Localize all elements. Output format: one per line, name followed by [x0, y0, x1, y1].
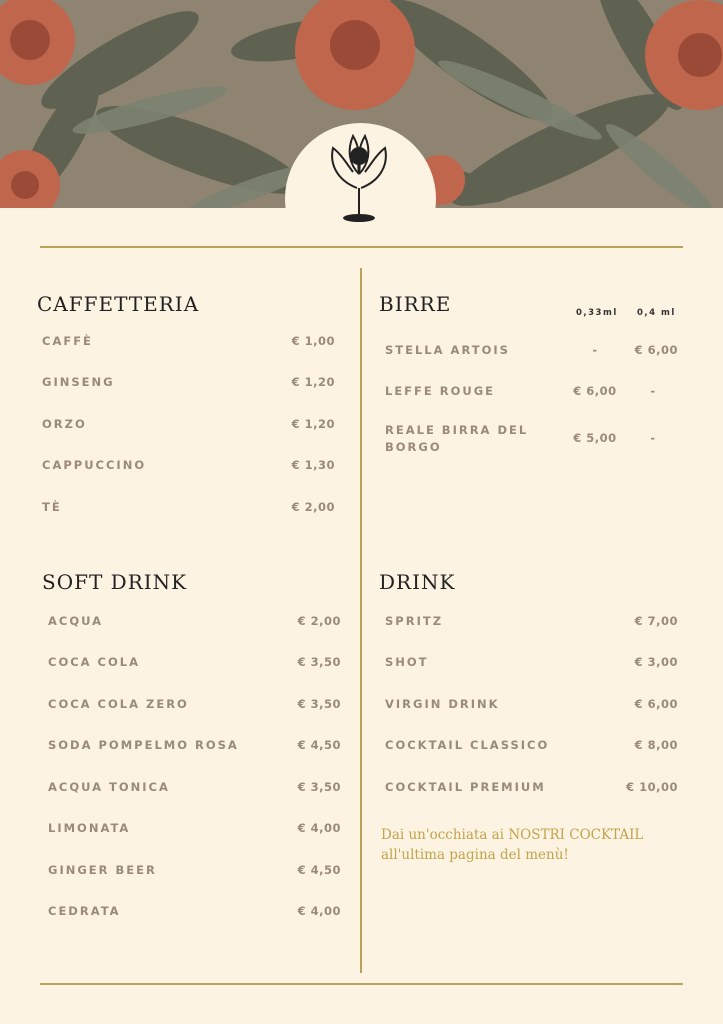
- flower-glass-icon: [319, 126, 399, 226]
- bottom-divider: [40, 983, 683, 985]
- menu-item-name: COCA COLA ZERO: [48, 697, 189, 711]
- menu-item-name: SPRITZ: [385, 614, 444, 628]
- menu-item-price: € 3,50: [297, 655, 341, 669]
- menu-item-name: LIMONATA: [48, 821, 131, 835]
- top-divider: [40, 246, 683, 248]
- menu-item-price-small: € 5,00: [573, 431, 617, 445]
- size-header-large: 0,4 ml: [637, 308, 676, 318]
- menu-item-price: € 8,00: [634, 738, 678, 752]
- menu-item-price: € 2,00: [297, 614, 341, 628]
- menu-item-price: € 4,50: [297, 863, 341, 877]
- menu-item-name: COCKTAIL PREMIUM: [385, 780, 546, 794]
- menu-item-name: COCA COLA: [48, 655, 141, 669]
- menu-item-price: € 1,00: [291, 334, 335, 348]
- menu-item-name: CAFFÈ: [42, 334, 93, 348]
- menu-item-name: SODA POMPELMO ROSA: [48, 738, 239, 752]
- menu-item-name: TÈ: [42, 500, 62, 514]
- menu-item-price: € 4,00: [297, 821, 341, 835]
- menu-item-name: STELLA ARTOIS: [385, 343, 510, 357]
- cocktail-note: Dai un'occhiata ai NOSTRI COCKTAIL all'ultima pagina del menù!: [381, 827, 644, 863]
- menu-item-price: € 1,30: [291, 458, 335, 472]
- menu-item-price-large: -: [650, 431, 656, 445]
- section-title-soft-drink: SOFT DRINK: [42, 570, 188, 594]
- center-divider: [360, 268, 362, 973]
- section-title-birre: BIRRE: [379, 292, 452, 316]
- menu-item-price-large: € 6,00: [634, 343, 678, 357]
- menu-item-price-small: -: [592, 343, 598, 357]
- menu-item-price: € 6,00: [634, 697, 678, 711]
- menu-item-price: € 4,00: [297, 904, 341, 918]
- menu-item-price-large: -: [650, 384, 656, 398]
- menu-item-name: CAPPUCCINO: [42, 458, 147, 472]
- menu-item-price: € 7,00: [634, 614, 678, 628]
- menu-item-name: ORZO: [42, 417, 87, 431]
- menu-item-name: REALE BIRRA DEL BORGO: [385, 423, 529, 454]
- menu-item-name: SHOT: [385, 655, 429, 669]
- menu-item-name: COCKTAIL CLASSICO: [385, 738, 550, 752]
- menu-item-name: GINSENG: [42, 375, 115, 389]
- menu-item-price: € 1,20: [291, 417, 335, 431]
- section-title-caffetteria: CAFFETTERIA: [37, 292, 200, 316]
- menu-item-price: € 10,00: [626, 780, 678, 794]
- menu-item-name: ACQUA: [48, 614, 104, 628]
- menu-item-price-small: € 6,00: [573, 384, 617, 398]
- size-header-small: 0,33ml: [576, 308, 618, 318]
- menu-item-name: VIRGIN DRINK: [385, 697, 500, 711]
- menu-item-price: € 3,50: [297, 697, 341, 711]
- menu-item-name: LEFFE ROUGE: [385, 384, 496, 398]
- section-title-drink: DRINK: [379, 570, 456, 594]
- menu-item-name: CEDRATA: [48, 904, 121, 918]
- menu-item-name: ACQUA TONICA: [48, 780, 170, 794]
- menu-item-price: € 2,00: [291, 500, 335, 514]
- menu-item-price: € 3,00: [634, 655, 678, 669]
- menu-item-price: € 3,50: [297, 780, 341, 794]
- menu-item-price: € 4,50: [297, 738, 341, 752]
- menu-item-name: GINGER BEER: [48, 863, 157, 877]
- menu-item-price: € 1,20: [291, 375, 335, 389]
